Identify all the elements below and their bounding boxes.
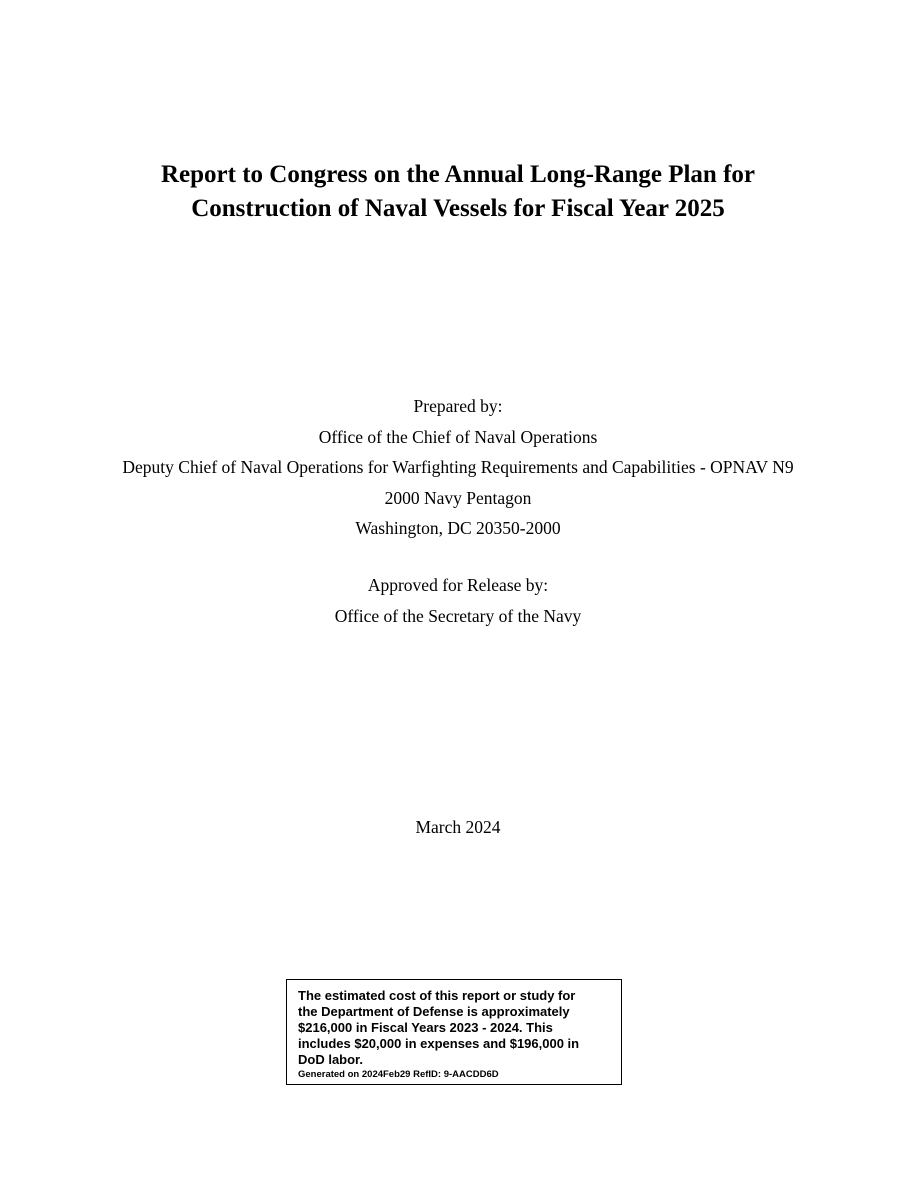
- cost-line-4: includes $20,000 in expenses and $196,000 in: [298, 1036, 580, 1051]
- cost-box-refid: Generated on 2024Feb29 RefID: 9-AACDD6D: [298, 1069, 499, 1080]
- report-title-line-2: Construction of Naval Vessels for Fiscal Year 2025: [191, 195, 725, 222]
- prepared-by-address: 2000 Navy Pentagon: [384, 487, 532, 508]
- approved-by-label: Approved for Release by:: [367, 575, 549, 595]
- prepared-by-deputy: Deputy Chief of Naval Operations for Warfighting Requirements and Capabilities - OPNAV N9: [122, 457, 794, 477]
- cost-line-5: DoD labor.: [298, 1052, 364, 1067]
- prepared-by-label: Prepared by:: [413, 396, 503, 416]
- approved-by-office: Office of the Secretary of the Navy: [334, 605, 582, 626]
- prepared-by-office: Office of the Chief of Naval Operations: [318, 426, 598, 447]
- report-title: [0, 158, 916, 226]
- prepared-by-section: [0, 391, 916, 544]
- report-date: March 2024: [415, 817, 501, 837]
- report-title-line-1: Report to Congress on the Annual Long-Range Plan for: [160, 161, 756, 188]
- cost-estimate-box: [286, 979, 622, 1085]
- cost-line-2: the Department of Defense is approximately: [298, 1004, 570, 1019]
- cost-line-1: The estimated cost of this report or study for: [298, 988, 576, 1003]
- cost-line-3: $216,000 in Fiscal Years 2023 - 2024. This: [298, 1020, 553, 1035]
- prepared-by-city: Washington, DC 20350-2000: [355, 518, 561, 538]
- approved-by-section: [0, 570, 916, 631]
- report-date-section: [0, 812, 916, 843]
